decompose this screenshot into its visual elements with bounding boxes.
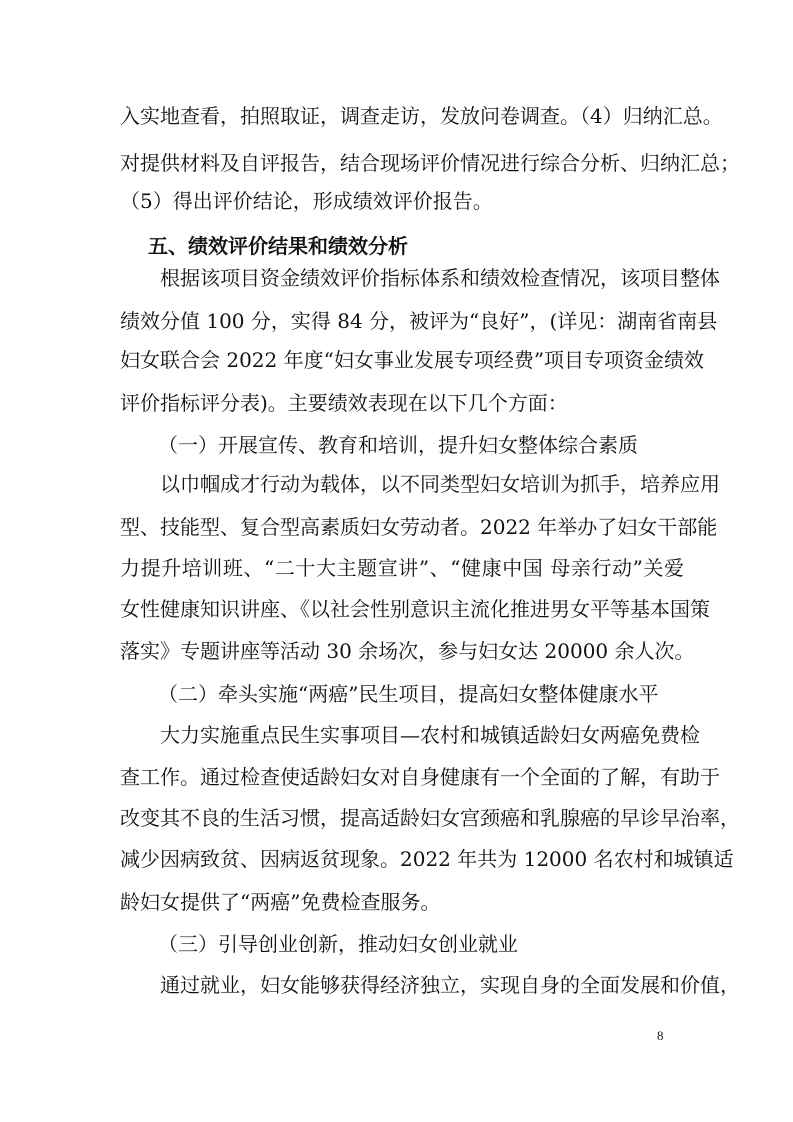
paragraph-line: 根据该项目资金绩效评价指标体系和绩效检查情况，该项目整体 — [160, 266, 720, 290]
paragraph-line: 对提供材料及自评报告，结合现场评价情况进行综合分析、归纳汇总； — [120, 151, 740, 175]
subsection-heading: （二）牵头实施“两癌”民生项目，提高妇女整体健康水平 — [158, 682, 659, 706]
subsection-heading: （三）引导创业创新，推动妇女创业就业 — [158, 932, 518, 956]
subsection-heading: （一）开展宣传、教育和培训，提升妇女整体综合素质 — [158, 433, 638, 457]
paragraph-line: 力提升培训班、“二十大主题宣讲”、“健康中国 母亲行动”关爱 — [120, 556, 684, 580]
paragraph-line: 龄妇女提供了“两癌”免费检查服务。 — [120, 890, 441, 914]
paragraph-line: 通过就业，妇女能够获得经济独立，实现自身的全面发展和价值， — [160, 973, 740, 997]
paragraph-line: 查工作。通过检查使适龄妇女对自身健康有一个全面的了解，有助于 — [120, 765, 720, 789]
paragraph-line: 减少因病致贫、因病返贫现象。2022 年共为 12000 名农村和城镇适 — [120, 847, 734, 871]
paragraph-line: 评价指标评分表)。主要绩效表现在以下几个方面： — [120, 391, 568, 415]
paragraph-line: 型、技能型、复合型高素质妇女劳动者。2022 年举办了妇女干部能 — [120, 515, 718, 539]
paragraph-line: 入实地查看，拍照取证，调查走访，发放问卷调查。（4）归纳汇总。 — [120, 104, 723, 128]
paragraph-line: 改变其不良的生活习惯，提高适龄妇女宫颈癌和乳腺癌的早诊早治率， — [120, 806, 740, 830]
paragraph-line: 落实》专题讲座等活动 30 余场次，参与妇女达 20000 余人次。 — [120, 639, 695, 663]
section-heading: 五、绩效评价结果和绩效分析 — [148, 234, 408, 258]
paragraph-line: 妇女联合会 2022 年度“妇女事业发展专项经费”项目专项资金绩效 — [120, 348, 705, 372]
paragraph-line: 大力实施重点民生实事项目—农村和城镇适龄妇女两癌免费检 — [160, 723, 700, 747]
paragraph-line: 以巾帼成才行动为载体，以不同类型妇女培训为抓手，培养应用 — [160, 472, 720, 496]
paragraph-line: 女性健康知识讲座、《以社会性别意识主流化推进男女平等基本国策 — [120, 597, 710, 621]
paragraph-line: 绩效分值 100 分，实得 84 分，被评为“良好”，(详见：湖南省南县 — [120, 309, 718, 333]
paragraph-line: （5）得出评价结论，形成绩效评价报告。 — [120, 189, 493, 213]
page-number: 8 — [657, 1028, 664, 1043]
